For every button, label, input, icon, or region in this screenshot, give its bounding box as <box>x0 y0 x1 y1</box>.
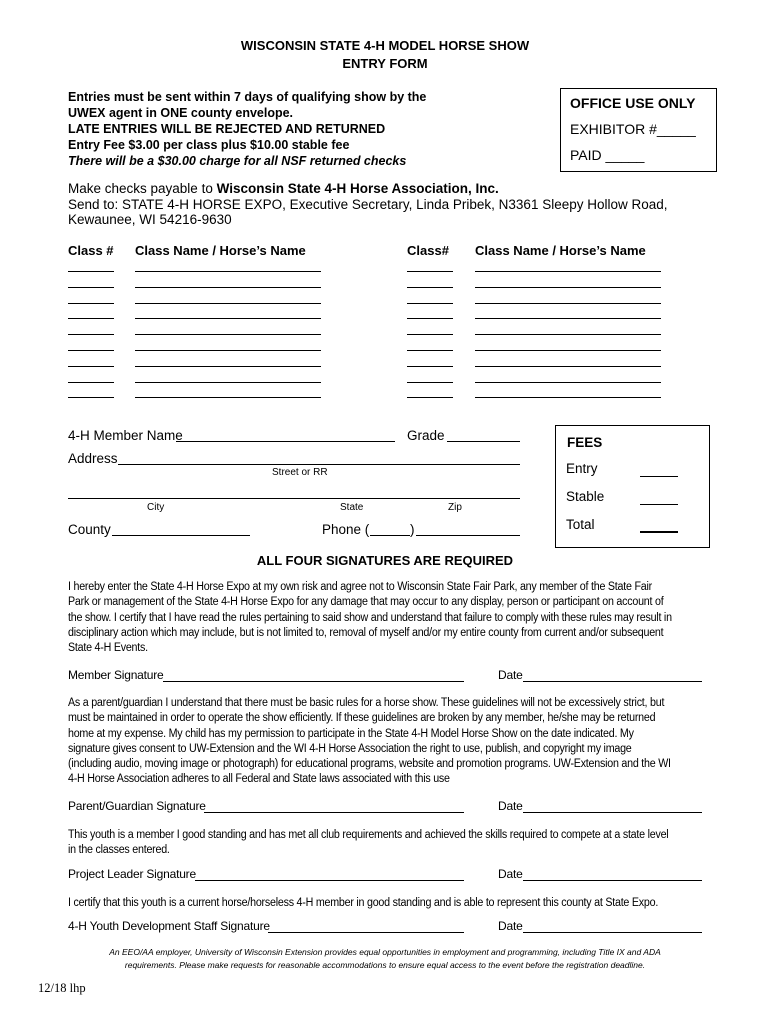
col1-name-header: Class Name / Horse’s Name <box>135 243 306 258</box>
county-label: County <box>68 522 111 537</box>
address-line[interactable] <box>118 464 520 465</box>
phone-area-line[interactable] <box>370 535 410 536</box>
leader-date-label: Date <box>498 867 523 881</box>
col1-class-line[interactable] <box>68 366 114 367</box>
version-code: 12/18 lhp <box>38 981 86 995</box>
col2-class-line[interactable] <box>407 350 453 351</box>
eeo-line-2: requirements. Please make requests for reasonable accommodations to ensure equal access to the event before the registration deadline. <box>124 960 646 970</box>
col1-name-line[interactable] <box>135 271 321 272</box>
col2-class-line[interactable] <box>407 366 453 367</box>
col2-name-line[interactable] <box>475 334 661 335</box>
parent-paragraph: As a parent/guardian I understand that there must be basic rules for a horse show. These guidelines will not be excessively strict, but must be maintained in order to operate the show efficiently. If these guidelines are broken by any member, he/she may be returned home at my expense. My child has my permission to participate in the State 4-H Model Horse Show on the date indicated. My signature gives consent to UW-Extension and the WI 4-H Horse Association the right to use, publish, and copyright my image (including audio, moving image or photograph) for educational programs, website and promotion programs. UW-Extension and the WI 4-H Horse Association adheres to all Federal and State laws associated with this use <box>68 697 671 786</box>
col2-class-line[interactable] <box>407 334 453 335</box>
member-name-line[interactable] <box>176 441 395 442</box>
intro-fee: Entry Fee $3.00 per class plus $10.00 stable fee <box>68 138 350 152</box>
staff-paragraph: I certify that this youth is a current horse/horseless 4-H member in good standing and is able to represent this county at State Expo. <box>68 897 659 909</box>
col2-class-line[interactable] <box>407 303 453 304</box>
fees-title: FEES <box>567 435 603 450</box>
col2-name-line[interactable] <box>475 271 661 272</box>
fees-box <box>555 425 710 548</box>
col1-class-line[interactable] <box>68 397 114 398</box>
col2-class-line[interactable] <box>407 287 453 288</box>
intro-late-warning: LATE ENTRIES WILL BE REJECTED AND RETURNED <box>68 122 386 136</box>
col1-name-line[interactable] <box>135 350 321 351</box>
staff-signature-line[interactable] <box>268 932 464 933</box>
col2-class-line[interactable] <box>407 382 453 383</box>
col2-name-line[interactable] <box>475 287 661 288</box>
col1-class-line[interactable] <box>68 303 114 304</box>
leader-signature-label: Project Leader Signature <box>68 867 196 881</box>
eeo-line-1: An EEO/AA employer, University of Wisconsin Extension provides equal opportunities in employment and programming, including Title IX and ADA <box>109 947 661 957</box>
staff-signature-label: 4-H Youth Development Staff Signature <box>68 919 270 933</box>
fee-stable-label: Stable <box>566 489 605 504</box>
col2-name-line[interactable] <box>475 350 661 351</box>
col2-name-header: Class Name / Horse’s Name <box>475 243 646 258</box>
col2-name-line[interactable] <box>475 318 661 319</box>
parent-date-line[interactable] <box>523 812 702 813</box>
col2-class-line[interactable] <box>407 397 453 398</box>
form-subtitle: ENTRY FORM <box>342 56 428 71</box>
payable-line <box>68 181 499 196</box>
state-caption: State <box>340 502 364 513</box>
street-caption: Street or RR <box>272 467 328 478</box>
grade-line[interactable] <box>447 441 520 442</box>
col2-name-line[interactable] <box>475 366 661 367</box>
col1-class-line[interactable] <box>68 287 114 288</box>
form-title: WISCONSIN STATE 4-H MODEL HORSE SHOW <box>240 38 530 53</box>
office-use-title: OFFICE USE ONLY <box>570 95 696 111</box>
fee-entry-label: Entry <box>566 461 598 476</box>
col1-name-line[interactable] <box>135 382 321 383</box>
send-to-city: Kewaunee, WI 54216-9630 <box>68 212 232 227</box>
member-name-label: 4-H Member Name <box>68 428 183 443</box>
col2-class-line[interactable] <box>407 271 453 272</box>
zip-caption: Zip <box>448 502 462 513</box>
phone-close: ) <box>410 522 415 537</box>
col1-class-line[interactable] <box>68 271 114 272</box>
member-signature-label: Member Signature <box>68 668 164 682</box>
member-date-line[interactable] <box>523 681 702 682</box>
grade-label: Grade <box>407 428 445 443</box>
waiver-paragraph: I hereby enter the State 4-H Horse Expo at my own risk and agree not to Wisconsin State Fair Park, any member of the State Fair Park or management of the State 4-H Horse Expo for any damage that may occur to any display, person or participant on account of the show. I certify that I have read the rules pertaining to said show and understand that failure to comply with these rules may result in disciplinary action which may include, but is not limited to, removal of myself and/or my entire county from current and/or subsequent State 4-H Events. <box>68 581 672 655</box>
phone-label: Phone ( <box>322 522 370 537</box>
col1-class-header: Class # <box>68 243 114 258</box>
intro-nsf: There will be a $30.00 charge for all NSF returned checks <box>68 154 407 168</box>
send-to-line: Send to: STATE 4-H HORSE EXPO, Executive Secretary, Linda Pribek, N3361 Sleepy Hollow Road, <box>68 197 668 212</box>
parent-date-label: Date <box>498 799 523 813</box>
col1-name-line[interactable] <box>135 287 321 288</box>
col1-name-line[interactable] <box>135 303 321 304</box>
county-line[interactable] <box>112 535 250 536</box>
member-signature-line[interactable] <box>163 681 464 682</box>
signatures-heading: ALL FOUR SIGNATURES ARE REQUIRED <box>256 553 514 568</box>
col1-class-line[interactable] <box>68 382 114 383</box>
col2-name-line[interactable] <box>475 382 661 383</box>
parent-signature-label: Parent/Guardian Signature <box>68 799 206 813</box>
intro-line-2: UWEX agent in ONE county envelope. <box>68 106 294 120</box>
col1-name-line[interactable] <box>135 334 321 335</box>
exhibitor-number: EXHIBITOR #_____ <box>570 121 696 137</box>
paid-field: PAID _____ <box>570 147 645 163</box>
fee-total-line[interactable] <box>640 531 678 533</box>
col1-name-line[interactable] <box>135 397 321 398</box>
fee-entry-line[interactable] <box>640 476 678 477</box>
member-date-label: Date <box>498 668 523 682</box>
staff-date-line[interactable] <box>523 932 702 933</box>
col1-class-line[interactable] <box>68 334 114 335</box>
col2-class-line[interactable] <box>407 318 453 319</box>
leader-paragraph: This youth is a member I good standing and has met all club requirements and achieved the skills required to compete at a state level in the classes entered. <box>68 829 669 857</box>
col1-name-line[interactable] <box>135 366 321 367</box>
col1-class-line[interactable] <box>68 318 114 319</box>
staff-date-label: Date <box>498 919 523 933</box>
office-use-box <box>560 88 717 172</box>
leader-signature-line[interactable] <box>195 880 464 881</box>
fee-stable-line[interactable] <box>640 504 678 505</box>
parent-signature-line[interactable] <box>204 812 464 813</box>
address-label: Address <box>68 451 118 466</box>
intro-line-1: Entries must be sent within 7 days of qualifying show by the <box>68 90 427 104</box>
leader-date-line[interactable] <box>523 880 702 881</box>
phone-number-line[interactable] <box>416 535 520 536</box>
payable-prefix: Make checks payable to <box>68 181 217 196</box>
city-state-zip-line[interactable] <box>68 498 520 499</box>
col1-name-line[interactable] <box>135 318 321 319</box>
payee-name: Wisconsin State 4-H Horse Association, Inc. <box>216 181 499 196</box>
col2-name-line[interactable] <box>475 397 661 398</box>
col2-class-header: Class# <box>407 243 449 258</box>
col1-class-line[interactable] <box>68 350 114 351</box>
fee-total-label: Total <box>566 517 595 532</box>
col2-name-line[interactable] <box>475 303 661 304</box>
city-caption: City <box>147 502 165 513</box>
